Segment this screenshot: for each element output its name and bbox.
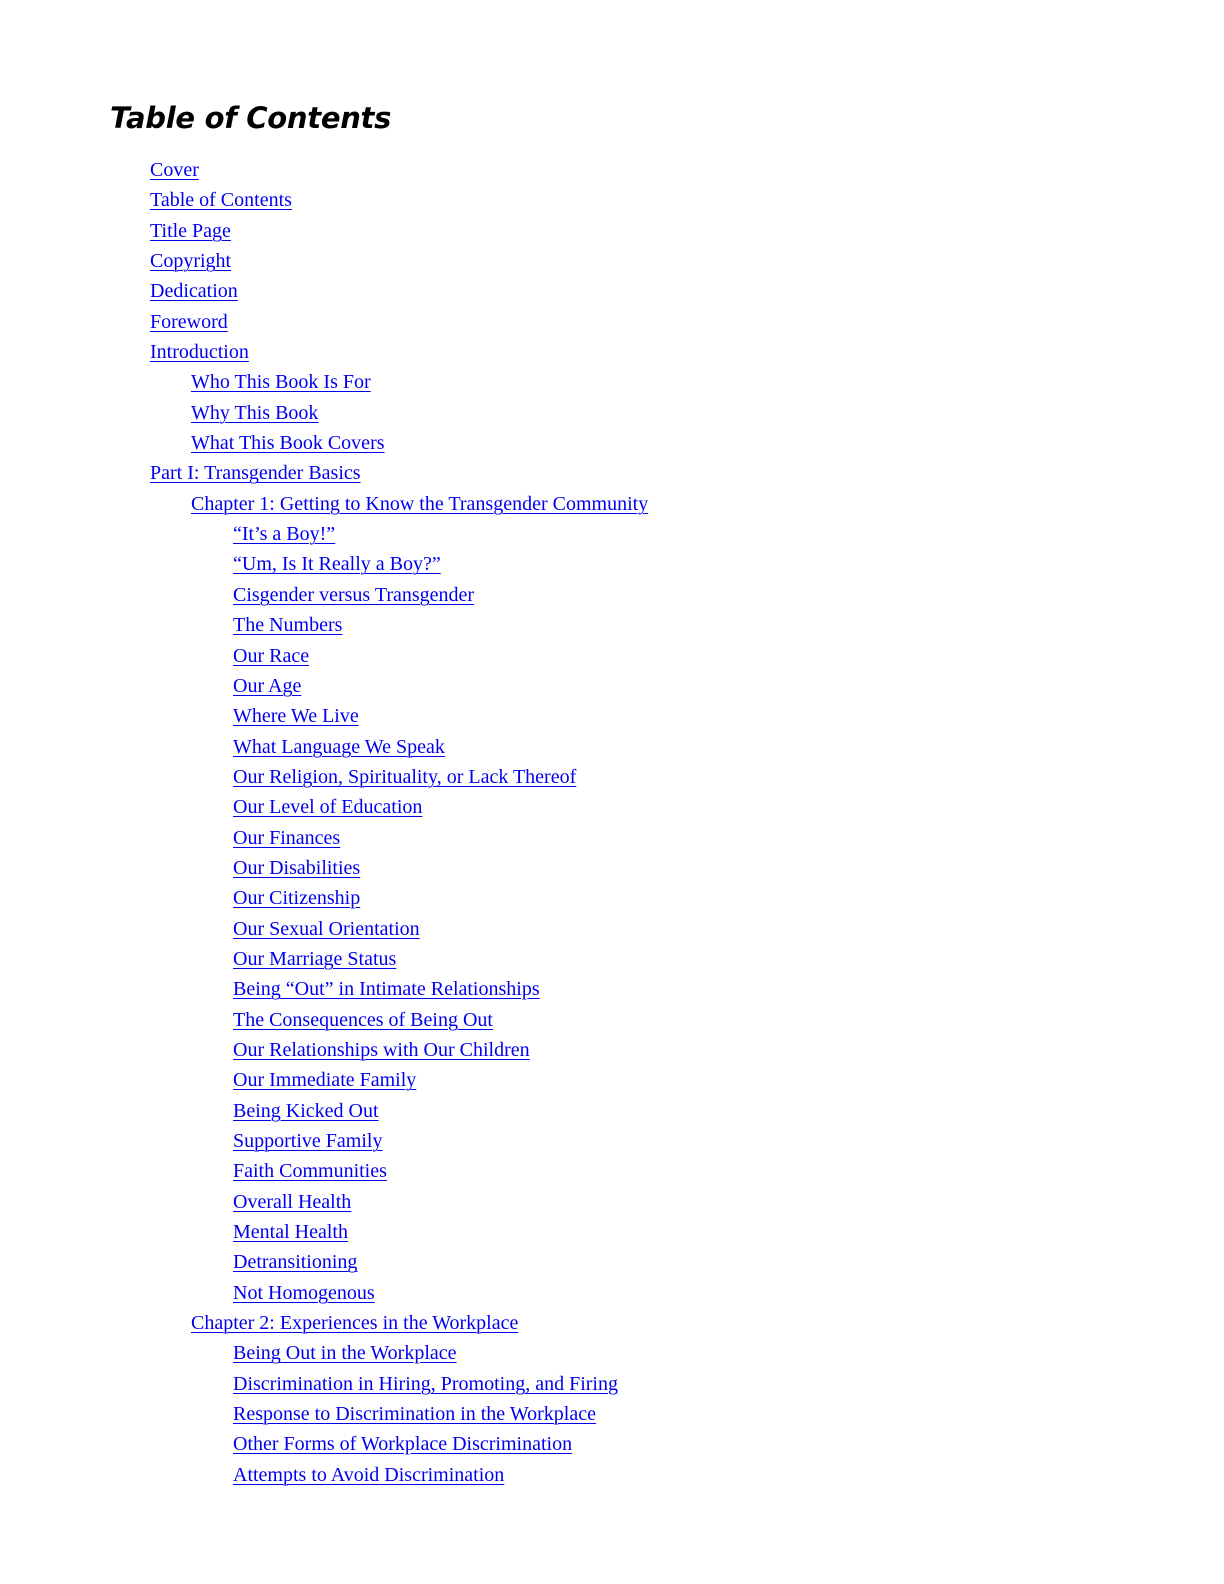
toc-item — [0, 1096, 648, 1126]
toc-link[interactable]: Not Homogenous — [233, 1281, 375, 1304]
toc-item — [0, 519, 648, 549]
toc-item — [0, 1308, 648, 1338]
toc-item — [0, 762, 648, 792]
toc-link[interactable]: Our Citizenship — [233, 887, 361, 910]
toc-link[interactable]: Mental Health — [233, 1221, 348, 1244]
toc-item — [0, 1278, 648, 1308]
toc-link[interactable]: Who This Book Is For — [191, 371, 371, 394]
toc-item — [0, 1187, 648, 1217]
toc-item — [0, 1126, 648, 1156]
toc-item — [0, 974, 648, 1004]
toc-link[interactable]: What This Book Covers — [191, 432, 385, 455]
toc-item — [0, 792, 648, 822]
toc-item — [0, 1399, 648, 1429]
toc-item — [0, 1460, 648, 1490]
toc-item — [0, 307, 648, 337]
toc-item — [0, 276, 648, 306]
toc-link[interactable]: Response to Discrimination in the Workplace — [233, 1403, 596, 1426]
toc-link[interactable]: Chapter 2: Experiences in the Workplace — [191, 1312, 519, 1335]
toc-link[interactable]: Supportive Family — [233, 1130, 383, 1152]
toc-item — [0, 853, 648, 883]
toc-item — [0, 1065, 648, 1095]
toc-item — [0, 610, 648, 640]
toc-item — [0, 549, 648, 579]
toc-item — [0, 246, 648, 276]
toc-item — [0, 185, 648, 215]
toc-item — [0, 1035, 648, 1065]
toc-link[interactable]: Our Disabilities — [233, 856, 361, 879]
toc-link[interactable]: Being Kicked Out — [233, 1099, 379, 1122]
toc-link[interactable]: “It’s a Boy!” — [233, 523, 336, 546]
toc-link[interactable]: “Um, Is It Really a Boy?” — [233, 553, 441, 576]
toc-link[interactable]: Where We Live — [233, 705, 359, 728]
toc-item — [0, 883, 648, 913]
toc-item — [0, 914, 648, 944]
toc-link[interactable]: What Language We Speak — [233, 735, 445, 758]
toc-list — [0, 155, 648, 1490]
toc-item — [0, 337, 648, 367]
toc-item — [0, 1217, 648, 1247]
toc-item — [0, 458, 648, 488]
toc-link[interactable]: Our Marriage Status — [233, 947, 397, 970]
toc-link[interactable]: Faith Communities — [233, 1160, 387, 1183]
toc-link[interactable]: Our Race — [233, 644, 310, 667]
toc-link[interactable]: The Consequences of Being Out — [233, 1008, 493, 1031]
toc-link[interactable]: Our Sexual Orientation — [233, 917, 420, 940]
toc-link[interactable]: Our Immediate Family — [233, 1069, 417, 1092]
toc-link[interactable]: Chapter 1: Getting to Know the Transgender Community — [191, 492, 649, 515]
toc-link[interactable]: Title Page — [150, 219, 231, 242]
toc-link[interactable]: Our Finances — [233, 826, 341, 849]
toc-link[interactable]: Foreword — [150, 310, 228, 333]
toc-link[interactable]: Copyright — [150, 250, 232, 273]
toc-link[interactable]: Our Relationships with Our Children — [233, 1038, 530, 1061]
toc-link[interactable]: Our Religion, Spirituality, or Lack Thereof — [233, 765, 577, 788]
toc-item — [0, 398, 648, 428]
toc-item — [0, 1429, 648, 1459]
toc-link[interactable]: Cisgender versus Transgender — [233, 583, 475, 606]
toc-link[interactable]: Our Age — [233, 674, 302, 697]
toc-link[interactable]: Introduction — [150, 341, 249, 364]
toc-item — [0, 1369, 648, 1399]
toc-link[interactable]: Part I: Transgender Basics — [150, 462, 361, 485]
toc-item — [0, 1156, 648, 1186]
toc-item — [0, 732, 648, 762]
toc-link[interactable]: The Numbers — [233, 614, 343, 637]
toc-link[interactable]: Cover — [150, 159, 199, 181]
toc-item — [0, 1247, 648, 1277]
toc-item — [0, 428, 648, 458]
toc-item — [0, 701, 648, 731]
toc-item — [0, 671, 648, 701]
toc-link[interactable]: Dedication — [150, 280, 238, 303]
toc-link[interactable]: Being “Out” in Intimate Relationships — [233, 978, 540, 1001]
toc-item — [0, 155, 648, 185]
toc-item — [0, 367, 648, 397]
toc-item — [0, 823, 648, 853]
page-title: Table of Contents — [110, 101, 392, 135]
toc-link[interactable]: Attempts to Avoid Discrimination — [233, 1463, 505, 1486]
toc-item — [0, 944, 648, 974]
toc-link[interactable]: Discrimination in Hiring, Promoting, and Firing — [233, 1372, 618, 1395]
toc-item — [0, 489, 648, 519]
toc-item — [0, 1338, 648, 1368]
toc-item — [0, 216, 648, 246]
toc-link[interactable]: Detransitioning — [233, 1251, 358, 1274]
toc-item — [0, 641, 648, 671]
toc-link[interactable]: Being Out in the Workplace — [233, 1342, 457, 1365]
toc-link[interactable]: Table of Contents — [150, 189, 292, 212]
toc-link[interactable]: Other Forms of Workplace Discrimination — [233, 1433, 573, 1456]
toc-link[interactable]: Why This Book — [191, 401, 319, 424]
toc-link[interactable]: Our Level of Education — [233, 796, 423, 819]
toc-item — [0, 1005, 648, 1035]
toc-link[interactable]: Overall Health — [233, 1190, 352, 1213]
toc-item — [0, 580, 648, 610]
